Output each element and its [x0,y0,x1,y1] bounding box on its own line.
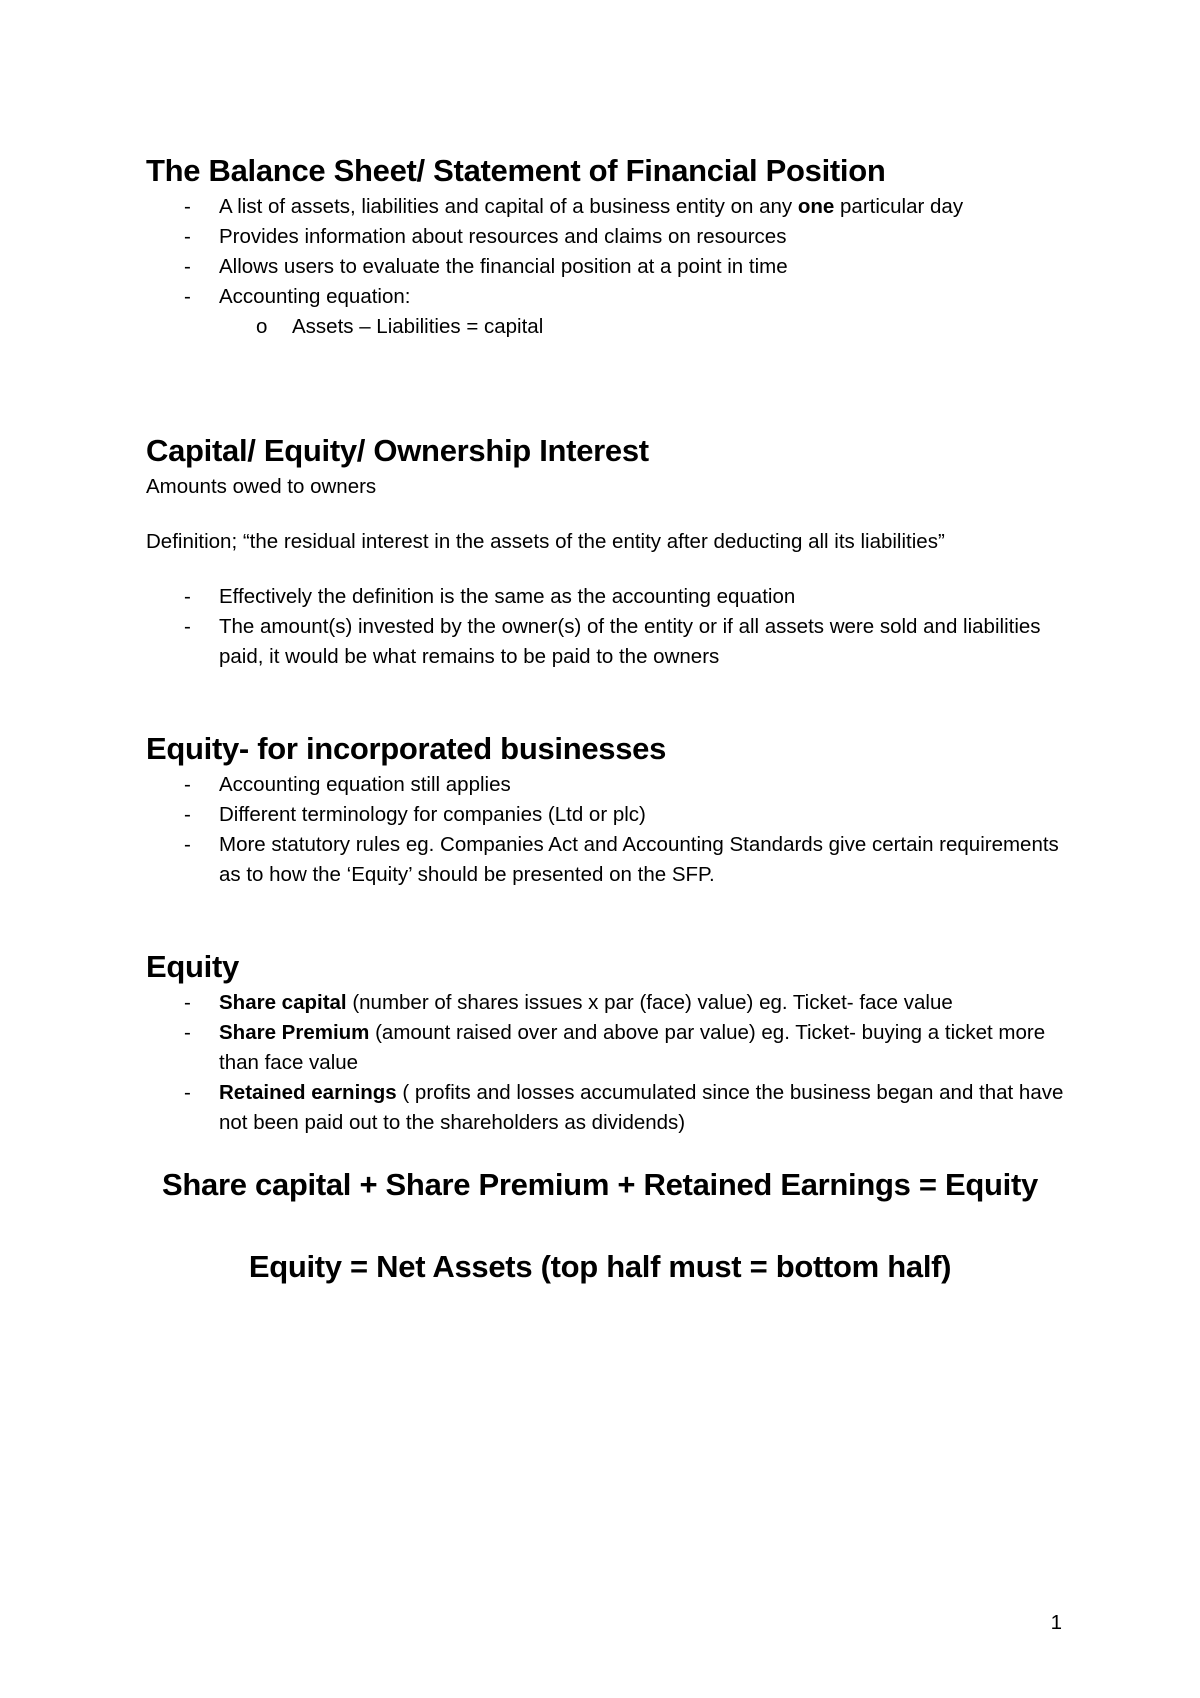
sub-list-item: o Assets – Liabilities = capital [146,312,1076,342]
capital-list [146,582,1076,672]
document-content [146,150,1076,1288]
list-item: - Accounting equation still applies [146,770,1076,800]
list-item: - Allows users to evaluate the financial position at a point in time [146,252,1076,282]
equation-net-assets: Equity = Net Assets (top half must = bottom half) [248,1249,952,1284]
list-item: - More statutory rules eg. Companies Act and Accounting Standards give certain requirements as to how the ‘Equity’ should be presented on the SFP. [146,830,1076,890]
page-number: 1 [1050,1611,1062,1634]
heading-equity: Equity [146,949,239,984]
bold-text: Share Premium [219,1021,370,1044]
bold-text: one [797,195,835,218]
list-item: - The amount(s) invested by the owner(s) of the entity or if all assets were sold and liabilities paid, it would be what remains to be paid to the owners [146,612,1076,672]
accounting-equation-sublist [219,312,1076,342]
list-item: - Different terminology for companies (Ltd or plc) [146,800,1076,830]
list-item: - A list of assets, liabilities and capital of a business entity on any one particular day [146,192,1076,222]
bold-text: Retained earnings [219,1081,397,1104]
equation-equity-components: Share capital + Share Premium + Retained Earnings = Equity [162,1167,1038,1202]
list-item: - Provides information about resources and claims on resources [146,222,1076,252]
intro-text: Amounts owed to owners [146,475,377,498]
list-item: - Share Premium (amount raised over and above par value) eg. Ticket- buying a ticket more than face value [146,1018,1076,1078]
bold-text: Share capital [219,991,347,1014]
list-item: - Share capital (number of shares issues x par (face) value) eg. Ticket- face value [146,988,1076,1018]
definition-text: Definition; “the residual interest in the assets of the entity after deducting all its liabilities” [146,530,945,553]
heading-balance-sheet: The Balance Sheet/ Statement of Financial Position [146,153,886,188]
list-item: - Accounting equation: o Assets – Liabilities = capital [146,282,1076,342]
balance-sheet-list [146,192,1076,342]
list-item: - Effectively the definition is the same as the accounting equation [146,582,1076,612]
heading-capital-equity: Capital/ Equity/ Ownership Interest [146,433,649,468]
equity-list [146,988,1076,1138]
list-item: - Retained earnings ( profits and losses accumulated since the business began and that have not been paid out to the shareholders as dividends) [146,1078,1076,1138]
heading-equity-incorporated: Equity- for incorporated businesses [146,731,667,766]
incorporated-list [146,770,1076,890]
